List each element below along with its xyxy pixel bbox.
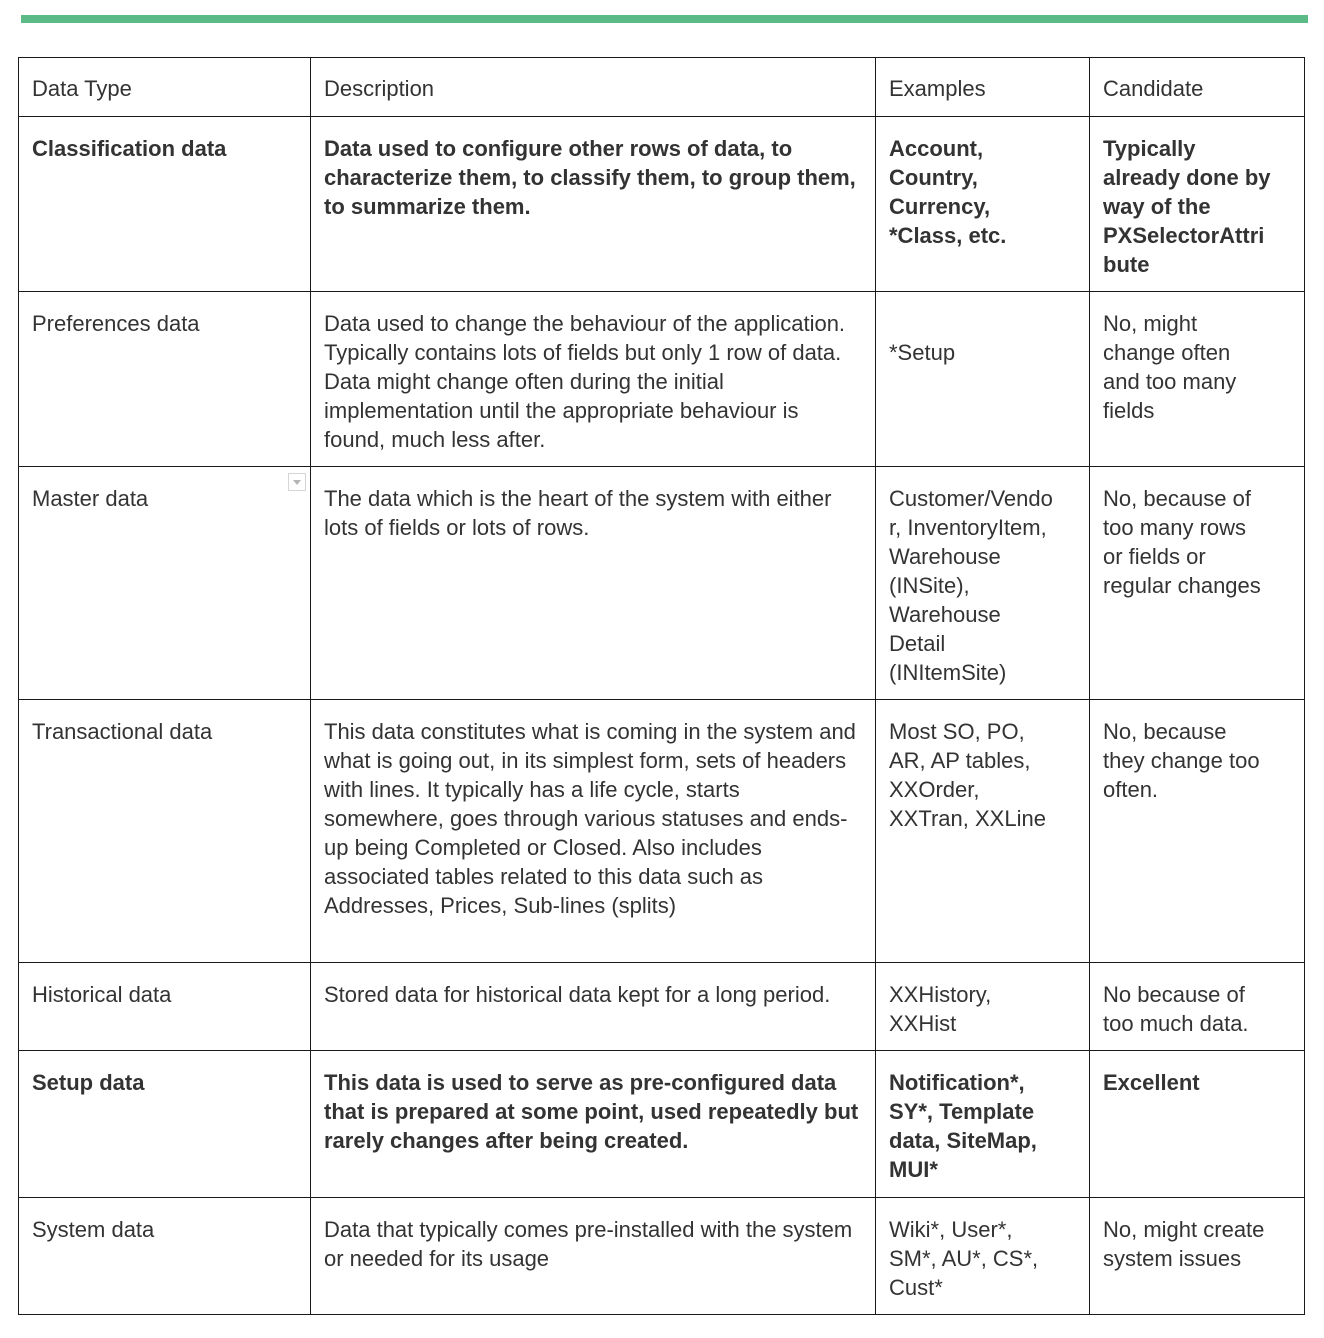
examples-line: *Class, etc. (889, 223, 1007, 248)
cell-candidate (1090, 467, 1305, 700)
candidate-line: No, might (1103, 311, 1198, 336)
cell-candidate (1090, 117, 1305, 292)
cell-examples (876, 117, 1090, 292)
candidate-line: bute (1103, 252, 1150, 277)
examples-line: Notification*, (889, 1070, 1025, 1095)
candidate-line: already done by (1103, 165, 1271, 190)
data-type-label: Master data (32, 486, 149, 511)
table-row (19, 1198, 1305, 1315)
cell-data-type (19, 1198, 311, 1315)
cell-examples (876, 292, 1090, 467)
examples-line: Most SO, PO, (889, 719, 1025, 744)
table-row (19, 117, 1305, 292)
data-type-label: Preferences data (32, 311, 200, 336)
table-row (19, 963, 1305, 1051)
description-text: The data which is the heart of the system with either lots of fields or lots of rows. (324, 486, 832, 540)
data-type-label: Transactional data (32, 719, 213, 744)
examples-line: data, SiteMap, (889, 1128, 1037, 1153)
top-accent-rule (21, 15, 1308, 23)
cell-candidate (1090, 1198, 1305, 1315)
description-text: Data used to configure other rows of data, to characterize them, to classify them, to group them, to summarize them. (324, 136, 856, 219)
examples-line: XXTran, XXLine (889, 806, 1046, 831)
examples-line: (INItemSite) (889, 660, 1007, 685)
candidate-line: way of the (1103, 194, 1211, 219)
chevron-down-icon[interactable] (288, 473, 306, 491)
candidate-line: system issues (1103, 1246, 1242, 1271)
cell-description (311, 1198, 876, 1315)
cell-description (311, 700, 876, 963)
examples-line: Warehouse (889, 602, 1001, 627)
table-row (19, 467, 1305, 700)
candidate-line: or fields or (1103, 544, 1206, 569)
cell-candidate (1090, 1051, 1305, 1198)
examples-line: Account, (889, 136, 984, 161)
examples-line: SM*, AU*, CS*, (889, 1246, 1039, 1271)
cell-candidate (1090, 963, 1305, 1051)
examples-line: XXHistory, (889, 982, 992, 1007)
examples-line: Warehouse (889, 544, 1001, 569)
cell-examples (876, 1051, 1090, 1198)
candidate-line: regular changes (1103, 573, 1261, 598)
examples-line: XXHist (889, 1011, 957, 1036)
description-text: Data that typically comes pre-installed with the system or needed for its usage (324, 1217, 853, 1271)
cell-data-type (19, 292, 311, 467)
cell-data-type (19, 467, 311, 700)
data-type-table (18, 57, 1305, 1315)
candidate-line: and too many (1103, 369, 1237, 394)
cell-examples (876, 467, 1090, 700)
header-description: Description (311, 58, 876, 117)
data-type-label: System data (32, 1217, 155, 1242)
cell-data-type (19, 117, 311, 292)
candidate-line: PXSelectorAttri (1103, 223, 1265, 248)
cell-data-type (19, 963, 311, 1051)
table-row (19, 292, 1305, 467)
candidate-line: No, because (1103, 719, 1227, 744)
candidate-line: No, because of (1103, 486, 1251, 511)
candidate-line: change often (1103, 340, 1231, 365)
cell-data-type (19, 700, 311, 963)
examples-line: SY*, Template (889, 1099, 1035, 1124)
cell-description (311, 467, 876, 700)
candidate-line: too much data. (1103, 1011, 1249, 1036)
cell-description (311, 963, 876, 1051)
examples-line: Customer/Vendo (889, 486, 1053, 511)
table-row (19, 1051, 1305, 1198)
examples-line: Country, (889, 165, 978, 190)
examples-line: Currency, (889, 194, 991, 219)
description-text: Stored data for historical data kept for a long period. (324, 982, 831, 1007)
candidate-line: Excellent (1103, 1070, 1200, 1095)
examples-line: XXOrder, (889, 777, 980, 802)
cell-examples (876, 1198, 1090, 1315)
description-text: Data used to change the behaviour of the application. Typically contains lots of fields but only 1 row of data. Data might change often during the initial implementation until the appropriate behaviour is found, much less after. (324, 311, 846, 452)
cell-candidate (1090, 292, 1305, 467)
description-text: This data is used to serve as pre-configured data that is prepared at some point, used repeatedly but rarely changes after being created. (324, 1070, 859, 1153)
examples-line: MUI* (889, 1157, 938, 1182)
cell-examples (876, 700, 1090, 963)
data-type-label: Setup data (32, 1070, 145, 1095)
examples-line: Wiki*, User*, (889, 1217, 1013, 1242)
candidate-line: Typically (1103, 136, 1196, 161)
candidate-line: they change too (1103, 748, 1260, 773)
header-candidate: Candidate (1090, 58, 1305, 117)
examples-line: AR, AP tables, (889, 748, 1031, 773)
data-type-label: Classification data (32, 136, 227, 161)
table-header-row (19, 58, 1305, 117)
cell-description (311, 1051, 876, 1198)
candidate-line: No, might create (1103, 1217, 1265, 1242)
candidate-line: often. (1103, 777, 1159, 802)
header-examples: Examples (876, 58, 1090, 117)
examples-line: r, InventoryItem, (889, 515, 1047, 540)
data-type-label: Historical data (32, 982, 172, 1007)
cell-description (311, 292, 876, 467)
examples-line: Detail (889, 631, 946, 656)
candidate-line: too many rows (1103, 515, 1247, 540)
cell-examples (876, 963, 1090, 1051)
cell-candidate (1090, 700, 1305, 963)
description-text: This data constitutes what is coming in the system and what is going out, in its simplest form, sets of headers with lines. It typically has a life cycle, starts somewhere, goes through various statuses and ends-up being Completed or Closed. Also includes associated tables related to this data such as Addresses, Prices, Sub-lines (splits) (324, 719, 856, 918)
examples-line: *Setup (889, 340, 956, 365)
candidate-line: fields (1103, 398, 1155, 423)
candidate-line: No because of (1103, 982, 1245, 1007)
cell-description (311, 117, 876, 292)
examples-line: Cust* (889, 1275, 943, 1300)
header-data-type: Data Type (19, 58, 311, 117)
table-row (19, 700, 1305, 963)
examples-line: (INSite), (889, 573, 970, 598)
cell-data-type (19, 1051, 311, 1198)
